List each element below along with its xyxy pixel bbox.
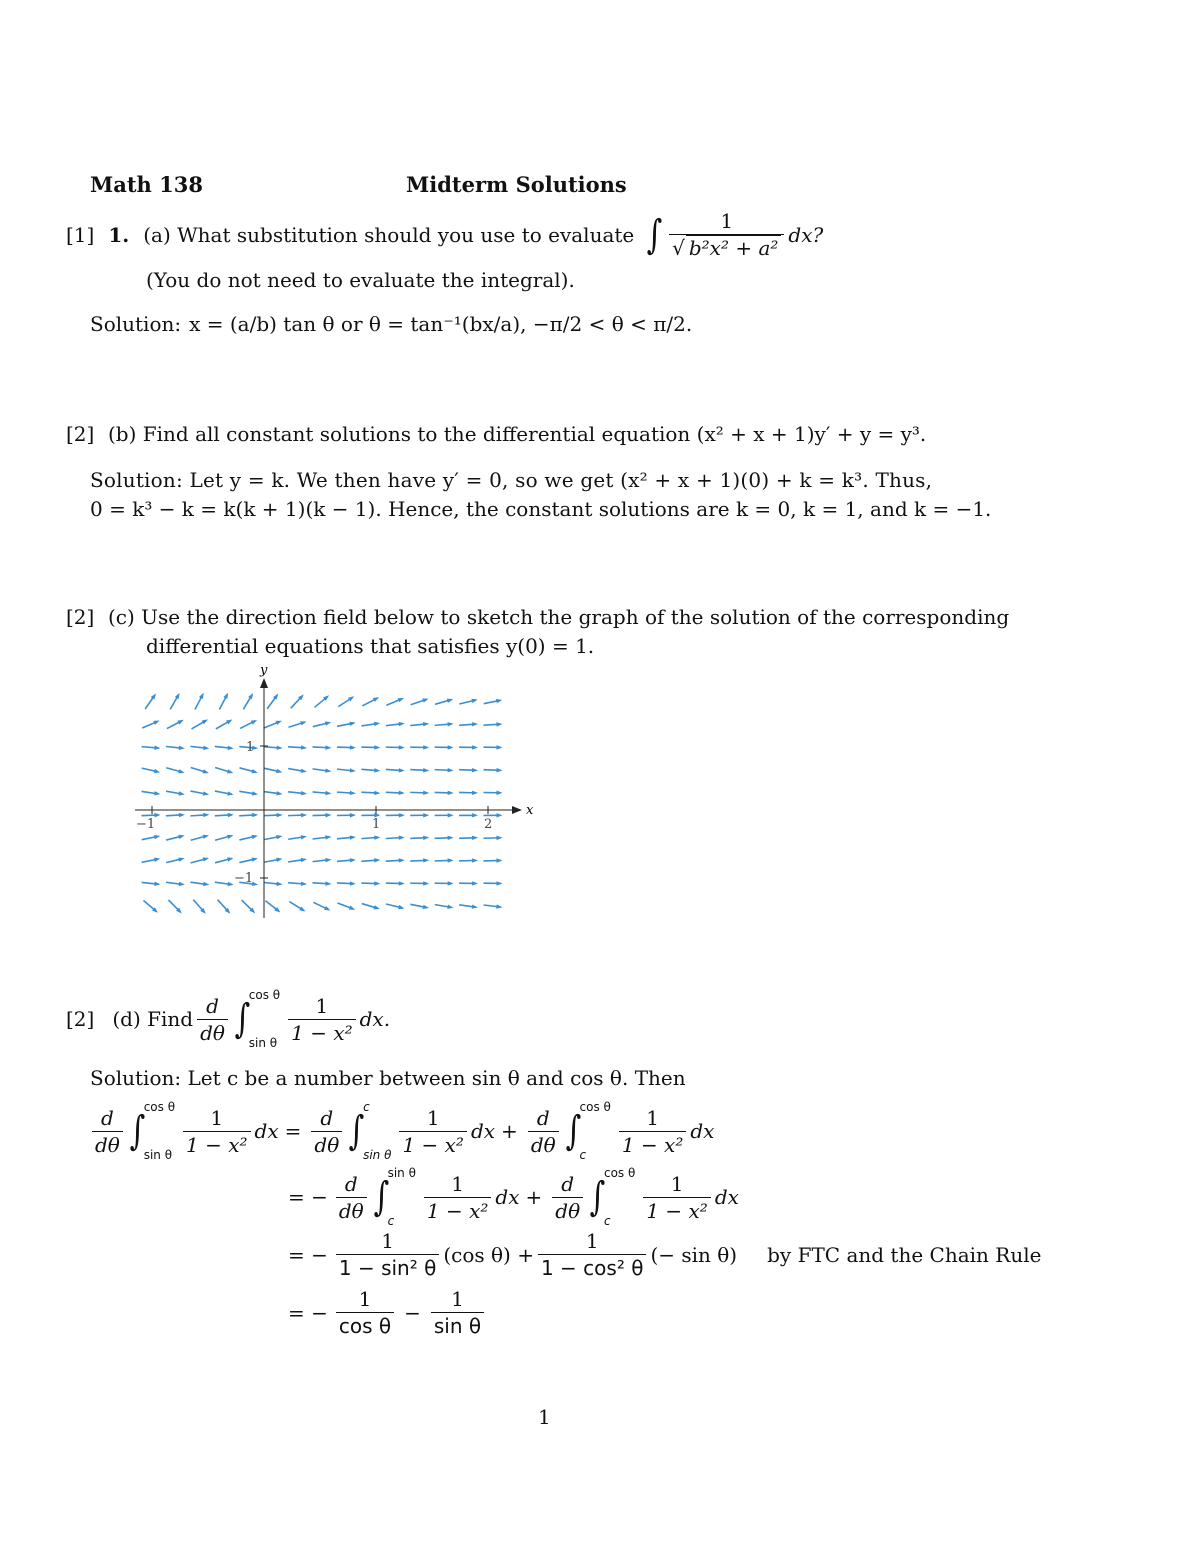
solution-1d-intro: Solution: Let c be a number between sin θ and cos θ. Then — [90, 1066, 686, 1090]
direction-arrowhead — [399, 858, 405, 862]
direction-arrowhead — [276, 745, 282, 749]
direction-arrowhead — [251, 769, 257, 773]
direction-arrowhead — [350, 835, 356, 839]
direction-arrowhead — [448, 813, 454, 817]
x-tick-label: 2 — [484, 817, 493, 832]
integrand-fraction: $\frac{1}{\text{√ b²x² + a²}}$ — [669, 210, 784, 259]
direction-arrowhead — [349, 722, 355, 726]
direction-arrowhead — [349, 906, 355, 910]
direction-arrowhead — [276, 882, 282, 886]
direction-arrowhead — [350, 745, 356, 749]
y-tick-label: 1 — [246, 740, 255, 755]
question-1d-label: (d) Find — [112, 1007, 194, 1031]
direction-arrowhead — [227, 857, 233, 861]
direction-arrowhead — [226, 719, 232, 724]
direction-arrowhead — [448, 768, 454, 772]
y-axis-arrowhead — [260, 678, 268, 688]
dx-label: dx. — [359, 1007, 391, 1031]
direction-arrowhead — [496, 813, 502, 817]
direction-arrowhead — [252, 791, 258, 795]
direction-arrowhead — [199, 693, 204, 699]
direction-arrowhead — [447, 699, 453, 703]
integral-sign: ∫ — [234, 996, 251, 1042]
direction-arrowhead — [154, 813, 160, 817]
x-tick-label: 1 — [372, 817, 381, 832]
direction-arrowhead — [178, 857, 184, 861]
direction-arrowhead — [178, 835, 184, 839]
direction-arrowhead — [471, 699, 477, 703]
direction-arrowhead — [251, 720, 257, 725]
direction-arrowhead — [227, 882, 233, 886]
question-1d — [66, 988, 390, 1050]
direction-arrowhead — [398, 722, 404, 726]
dx-label: dx? — [788, 222, 824, 247]
direction-arrowhead — [276, 835, 282, 839]
direction-arrowhead — [179, 882, 185, 886]
question-1c-prompt-1: (c) Use the direction field below to sketch the graph of the solution of the corresponding — [108, 605, 1010, 629]
direction-arrowhead — [178, 791, 184, 795]
direction-arrowhead — [423, 858, 429, 862]
direction-arrowhead — [203, 835, 209, 839]
direction-arrowhead — [203, 791, 209, 795]
direction-arrowhead — [154, 769, 160, 773]
direction-arrowhead — [227, 769, 233, 773]
direction-field-chart — [130, 660, 540, 925]
direction-arrowhead — [423, 881, 429, 885]
solution-1b-line2: 0 = k³ − k = k(k + 1)(k − 1). Hence, the constant solutions are k = 0, k = 1, and k = −1. — [90, 497, 992, 521]
direction-arrowhead — [423, 813, 429, 817]
direction-arrowhead — [350, 768, 356, 772]
integral-limits: cos θ sin θ — [248, 988, 281, 1050]
integral-sign: ∫ — [646, 211, 663, 258]
ftc-note: by FTC and the Chain Rule — [767, 1242, 1042, 1267]
direction-arrowhead — [277, 813, 283, 817]
direction-arrowhead — [496, 699, 502, 703]
direction-arrowhead — [374, 881, 380, 885]
direction-arrowhead — [472, 836, 478, 840]
direction-arrowhead — [374, 905, 380, 909]
direction-arrowhead — [275, 721, 281, 725]
page-number: 1 — [538, 1405, 551, 1429]
y-axis-label: y — [260, 663, 268, 678]
direction-arrowhead — [325, 745, 331, 749]
question-note: (You do not need to evaluate the integral). — [146, 268, 575, 292]
direction-arrowhead — [496, 791, 502, 795]
derivation-line-4: = − $\frac{1}{\text{cos θ}}$ − $\frac{1}{\text{sin θ}}$ — [288, 1288, 488, 1337]
direction-arrowhead — [399, 768, 405, 772]
direction-arrowhead — [252, 858, 258, 862]
derivation-line-2: = − $\frac{d}{d\theta}$ ∫ sin θ c $\frac{1}{\text{1 − x²}}$ dx + $\frac{d}{d\theta}$ ∫ cos θ c $\frac{1}{\text{1 − x²}}$ dx — [288, 1166, 739, 1228]
direction-arrowhead — [301, 858, 307, 862]
direction-arrowhead — [325, 721, 331, 725]
direction-arrowhead — [496, 745, 502, 749]
x-tick-label: −1 — [136, 817, 156, 832]
direction-arrowhead — [423, 905, 429, 909]
direction-arrowhead — [448, 836, 454, 840]
direction-arrowhead — [496, 858, 502, 862]
direction-arrowhead — [223, 693, 228, 699]
direction-arrowhead — [374, 745, 380, 749]
direction-arrowhead — [154, 882, 160, 886]
direction-arrowhead — [154, 791, 160, 795]
direction-arrowhead — [374, 858, 380, 862]
direction-arrowhead — [423, 791, 429, 795]
direction-arrowhead — [399, 881, 405, 885]
direction-arrowhead — [248, 693, 253, 699]
direction-arrowhead — [422, 698, 428, 702]
x-axis-label: x — [526, 803, 534, 818]
direction-arrowhead — [374, 722, 380, 726]
direction-arrowhead — [472, 745, 478, 749]
direction-arrowhead — [423, 722, 429, 726]
direction-arrowhead — [252, 813, 258, 817]
direction-arrowhead — [325, 791, 331, 795]
direction-arrowhead — [301, 791, 307, 795]
derivation-line-3: = − $\frac{1}{\text{1 − sin² θ}}$ (cos θ) + $\frac{1}{\text{1 − cos² θ}}$ (− sin θ) by FTC and the Chain Rule — [288, 1229, 1042, 1280]
direction-arrowhead — [374, 835, 380, 839]
direction-arrowhead — [301, 769, 307, 773]
direction-arrowhead — [350, 881, 356, 885]
direction-arrowhead — [448, 881, 454, 885]
direction-arrowhead — [350, 858, 356, 862]
direction-arrowhead — [203, 746, 209, 750]
derivation-line-1: $\frac{d}{d\theta}$ ∫ cos θ sin θ $\frac{1}{\text{1 − x²}}$ dx = $\frac{d}{d\theta}$ ∫ c sin θ $\frac{1}{\text{1 − x²}}$ dx + $\frac{d}{d\theta}$ ∫ cos θ c $\frac{1}{\text{1 − x²}}$ dx — [88, 1100, 714, 1162]
direction-arrowhead — [399, 791, 405, 795]
solution-1b-line1: Solution: Let y = k. We then have y′ = 0, so we get (x² + x + 1)(0) + k = k³. Thus, — [90, 468, 933, 492]
direction-arrowhead — [448, 858, 454, 862]
direction-arrowhead — [325, 813, 331, 817]
direction-arrowhead — [423, 768, 429, 772]
direction-arrowhead — [179, 746, 185, 750]
question-number: 1. — [108, 222, 130, 247]
direction-arrowhead — [276, 769, 282, 773]
direction-arrowhead — [202, 719, 208, 724]
question-prompt: (a) What substitution should you use to evaluate — [143, 222, 635, 247]
direction-arrowhead — [276, 858, 282, 862]
direction-arrowhead — [324, 906, 330, 911]
points-label: [1] — [66, 222, 95, 247]
points-label-d: [2] — [66, 1007, 95, 1031]
direction-arrowhead — [301, 835, 307, 839]
direction-arrowhead — [153, 721, 159, 725]
direction-arrowhead — [203, 857, 209, 861]
direction-arrowhead — [472, 791, 478, 795]
direction-arrowhead — [227, 791, 233, 795]
direction-arrowhead — [228, 746, 234, 750]
integrand-fraction: $\frac{1}{\text{1 − x²}}$ — [288, 995, 356, 1044]
direction-arrowhead — [423, 745, 429, 749]
direction-arrowhead — [203, 769, 209, 773]
direction-arrowhead — [299, 906, 305, 911]
direction-arrowhead — [179, 813, 185, 817]
direction-arrowhead — [300, 721, 306, 725]
direction-arrowhead — [350, 813, 356, 817]
y-tick-label: −1 — [234, 871, 254, 886]
direction-arrowhead — [175, 693, 180, 699]
direction-arrowhead — [496, 768, 502, 772]
direction-arrowhead — [325, 881, 331, 885]
direction-arrowhead — [448, 745, 454, 749]
direction-arrowhead — [399, 836, 405, 840]
direction-arrowhead — [177, 720, 183, 725]
direction-arrowhead — [496, 904, 502, 908]
direction-arrowhead — [472, 881, 478, 885]
direction-arrowhead — [154, 858, 160, 862]
direction-arrowhead — [252, 835, 258, 839]
x-axis-arrowhead — [512, 806, 522, 814]
solution-label: Solution: — [90, 312, 182, 336]
direction-arrowhead — [472, 768, 478, 772]
direction-arrowhead — [398, 698, 404, 702]
derivative-operator: $\frac{d}{d\theta}$ — [197, 995, 228, 1044]
direction-arrowhead — [374, 768, 380, 772]
direction-arrowhead — [374, 791, 380, 795]
direction-arrowhead — [325, 835, 331, 839]
direction-arrowhead — [301, 813, 307, 817]
direction-arrowhead — [496, 722, 502, 726]
points-label-c: [2] — [66, 605, 95, 629]
direction-arrowhead — [178, 769, 184, 773]
direction-arrowhead — [203, 813, 209, 817]
direction-arrowhead — [228, 813, 234, 817]
direction-arrowhead — [472, 858, 478, 862]
direction-arrowhead — [447, 722, 453, 726]
direction-arrowhead — [447, 905, 453, 909]
direction-arrowhead — [472, 904, 478, 908]
direction-arrowhead — [301, 881, 307, 885]
direction-arrowhead — [399, 745, 405, 749]
direction-arrowhead — [472, 722, 478, 726]
course-title: Math 138 — [90, 172, 203, 197]
direction-arrowhead — [350, 791, 356, 795]
question-1a — [66, 210, 823, 259]
page-title: Midterm Solutions — [406, 172, 627, 197]
question-1c-prompt-2: differential equations that satisfies y(0) = 1. — [146, 634, 595, 658]
direction-arrowhead — [154, 746, 160, 750]
direction-arrowhead — [154, 835, 160, 839]
solution-text: x = (a/b) tan θ or θ = tan⁻¹(bx/a), −π/2 < θ < π/2. — [189, 312, 693, 336]
solution-1a — [90, 312, 692, 336]
points-label-b: [2] — [66, 422, 95, 446]
direction-arrowhead — [398, 905, 404, 909]
direction-arrowhead — [373, 697, 379, 702]
direction-arrowhead — [227, 835, 233, 839]
direction-arrowhead — [496, 836, 502, 840]
direction-arrowhead — [399, 813, 405, 817]
direction-arrowhead — [423, 836, 429, 840]
question-1b-prompt: (b) Find all constant solutions to the differential equation (x² + x + 1)y′ + y = y³. — [108, 422, 927, 446]
direction-arrowhead — [203, 882, 209, 886]
direction-arrowhead — [496, 881, 502, 885]
direction-arrowhead — [448, 791, 454, 795]
direction-arrowhead — [472, 813, 478, 817]
direction-arrowhead — [301, 745, 307, 749]
direction-arrowhead — [276, 791, 282, 795]
direction-arrowhead — [325, 768, 331, 772]
direction-arrowhead — [325, 858, 331, 862]
direction-field-arrows — [142, 693, 503, 914]
